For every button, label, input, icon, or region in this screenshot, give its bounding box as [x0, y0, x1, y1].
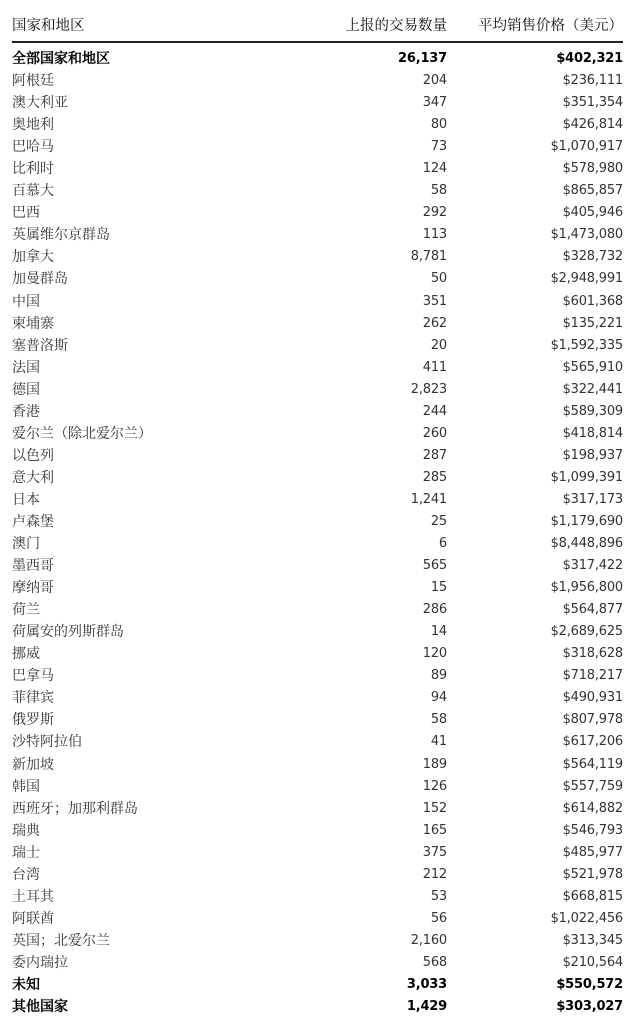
count-cell: 3,033	[406, 976, 447, 992]
table-row	[12, 70, 623, 92]
price-cell: $485,977	[562, 844, 623, 860]
header-price: 平均销售价格（美元）	[478, 18, 623, 34]
header-rule	[12, 41, 623, 43]
count-cell: 244	[422, 403, 447, 419]
count-cell: 292	[422, 205, 447, 221]
price-cell: $490,931	[562, 690, 623, 706]
header-country: 国家和地区	[12, 18, 85, 34]
price-cell: $236,111	[562, 73, 623, 89]
country-cell: 柬埔寨	[12, 315, 54, 332]
country-cell: 巴哈马	[12, 139, 54, 156]
price-cell: $313,345	[562, 932, 623, 948]
table-row	[12, 180, 623, 202]
country-cell: 瑞典	[12, 822, 40, 839]
country-cell: 德国	[12, 381, 40, 398]
price-cell: $521,978	[562, 866, 623, 882]
price-cell: $402,321	[556, 51, 623, 66]
country-cell: 中国	[12, 293, 40, 310]
country-cell: 未知	[12, 976, 40, 993]
count-cell: 286	[422, 602, 447, 618]
country-cell: 台湾	[12, 866, 40, 883]
country-cell: 意大利	[12, 469, 54, 486]
country-cell: 瑞士	[12, 844, 40, 861]
country-cell: 阿联酋	[12, 910, 54, 927]
count-cell: 56	[430, 910, 447, 926]
table-row	[12, 599, 623, 621]
count-cell: 347	[422, 95, 447, 111]
price-cell: $210,564	[562, 954, 623, 970]
table-row	[12, 798, 623, 820]
country-cell: 土耳其	[12, 888, 54, 905]
price-cell: $328,732	[562, 249, 623, 265]
count-cell: 58	[430, 712, 447, 728]
count-cell: 204	[422, 73, 447, 89]
count-cell: 6	[438, 536, 447, 552]
count-cell: 375	[422, 844, 447, 860]
price-cell: $589,309	[562, 403, 623, 419]
table-row	[12, 643, 623, 665]
price-cell: $303,027	[556, 999, 623, 1015]
price-cell: $1,956,800	[550, 580, 623, 596]
price-cell: $198,937	[562, 447, 623, 463]
price-cell: $405,946	[562, 205, 623, 221]
country-cell: 百慕大	[12, 183, 54, 200]
count-cell: 15	[430, 580, 447, 596]
price-cell: $546,793	[562, 822, 623, 838]
table-row	[12, 511, 623, 533]
table-row	[12, 401, 623, 423]
count-cell: 94	[430, 690, 447, 706]
table-row	[12, 246, 623, 268]
table-row	[12, 842, 623, 864]
count-cell: 8,781	[410, 249, 447, 265]
price-cell: $317,422	[562, 558, 623, 574]
country-cell: 香港	[12, 403, 40, 420]
country-cell: 澳门	[12, 536, 40, 553]
table-header	[12, 14, 623, 38]
price-cell: $351,354	[562, 95, 623, 111]
count-cell: 262	[422, 315, 447, 331]
table-row	[12, 445, 623, 467]
count-cell: 113	[422, 227, 447, 243]
table-row	[12, 357, 623, 379]
price-cell: $617,206	[562, 734, 623, 750]
header-count: 上报的交易数量	[345, 18, 447, 34]
country-cell: 摩纳哥	[12, 580, 54, 597]
table-row	[12, 709, 623, 731]
count-cell: 80	[430, 117, 447, 133]
count-cell: 53	[430, 888, 447, 904]
country-cell: 以色列	[12, 447, 54, 464]
count-cell: 189	[422, 756, 447, 772]
country-cell: 巴西	[12, 205, 40, 222]
count-cell: 89	[430, 668, 447, 684]
table-row	[12, 423, 623, 445]
count-cell: 2,823	[410, 381, 447, 397]
country-cell: 阿根廷	[12, 73, 54, 90]
table-row	[12, 533, 623, 555]
country-cell: 委内瑞拉	[12, 954, 68, 971]
country-cell: 加拿大	[12, 249, 54, 266]
table-row	[12, 291, 623, 313]
price-cell: $718,217	[562, 668, 623, 684]
country-cell: 墨西哥	[12, 558, 54, 575]
count-cell: 126	[422, 778, 447, 794]
table-row	[12, 930, 623, 952]
count-cell: 124	[422, 161, 447, 177]
table-body	[12, 48, 623, 1018]
country-cell: 英国；北爱尔兰	[12, 932, 110, 949]
table-row	[12, 202, 623, 224]
table-row	[12, 467, 623, 489]
table-row	[12, 996, 623, 1018]
price-cell: $1,592,335	[550, 337, 623, 353]
count-cell: 565	[422, 558, 447, 574]
count-cell: 20	[430, 337, 447, 353]
country-cell: 俄罗斯	[12, 712, 54, 729]
country-cell: 卢森堡	[12, 513, 54, 530]
country-cell: 比利时	[12, 161, 54, 178]
count-cell: 73	[430, 139, 447, 155]
price-cell: $1,022,456	[550, 910, 623, 926]
country-cell: 英属维尔京群岛	[12, 227, 110, 244]
count-cell: 26,137	[398, 51, 447, 66]
price-cell: $317,173	[562, 491, 623, 507]
country-cell: 新加坡	[12, 756, 54, 773]
country-cell: 菲律宾	[12, 690, 54, 707]
price-cell: $557,759	[562, 778, 623, 794]
country-cell: 其他国家	[12, 999, 68, 1016]
price-cell: $565,910	[562, 359, 623, 375]
table-row	[12, 335, 623, 357]
count-cell: 287	[422, 447, 447, 463]
table-row	[12, 489, 623, 511]
table-row	[12, 754, 623, 776]
price-cell: $1,473,080	[550, 227, 623, 243]
count-cell: 14	[430, 624, 447, 640]
count-cell: 152	[422, 800, 447, 816]
table-row	[12, 952, 623, 974]
price-cell: $1,070,917	[550, 139, 623, 155]
count-cell: 25	[430, 513, 447, 529]
price-cell: $564,877	[562, 602, 623, 618]
country-cell: 法国	[12, 359, 40, 376]
count-cell: 58	[430, 183, 447, 199]
price-cell: $578,980	[562, 161, 623, 177]
count-cell: 351	[422, 293, 447, 309]
table-row	[12, 92, 623, 114]
table-row	[12, 136, 623, 158]
price-cell: $135,221	[562, 315, 623, 331]
price-cell: $601,368	[562, 293, 623, 309]
table-row	[12, 577, 623, 599]
count-cell: 212	[422, 866, 447, 882]
table-row	[12, 665, 623, 687]
table-row	[12, 864, 623, 886]
table-row	[12, 158, 623, 180]
count-cell: 50	[430, 271, 447, 287]
country-cell: 爱尔兰（除北爱尔兰）	[12, 425, 152, 442]
price-cell: $668,815	[562, 888, 623, 904]
price-cell: $807,978	[562, 712, 623, 728]
table-row	[12, 224, 623, 246]
count-cell: 260	[422, 425, 447, 441]
price-cell: $8,448,896	[550, 536, 623, 552]
table-row	[12, 313, 623, 335]
price-cell: $614,882	[562, 800, 623, 816]
table-row	[12, 687, 623, 709]
price-cell: $2,689,625	[550, 624, 623, 640]
table-row	[12, 48, 623, 70]
count-cell: 1,241	[410, 491, 447, 507]
price-cell: $426,814	[562, 117, 623, 133]
price-cell: $550,572	[556, 976, 623, 992]
price-cell: $418,814	[562, 425, 623, 441]
country-cell: 荷属安的列斯群岛	[12, 624, 124, 641]
count-cell: 285	[422, 469, 447, 485]
table-row	[12, 731, 623, 753]
country-cell: 日本	[12, 491, 40, 508]
count-cell: 165	[422, 822, 447, 838]
table-row	[12, 886, 623, 908]
table-row	[12, 555, 623, 577]
country-cell: 荷兰	[12, 602, 40, 619]
price-cell: $865,857	[562, 183, 623, 199]
price-cell: $318,628	[562, 646, 623, 662]
count-cell: 568	[422, 954, 447, 970]
price-cell: $1,099,391	[550, 469, 623, 485]
price-cell: $2,948,991	[550, 271, 623, 287]
count-cell: 41	[430, 734, 447, 750]
country-cell: 全部国家和地区	[12, 51, 110, 67]
count-cell: 2,160	[410, 932, 447, 948]
table-row	[12, 268, 623, 290]
country-cell: 加曼群岛	[12, 271, 68, 288]
count-cell: 411	[422, 359, 447, 375]
table-row	[12, 908, 623, 930]
country-cell: 塞普洛斯	[12, 337, 68, 354]
table-row	[12, 621, 623, 643]
table-row	[12, 974, 623, 996]
country-cell: 西班牙；加那利群岛	[12, 800, 138, 817]
price-cell: $322,441	[562, 381, 623, 397]
table-row	[12, 114, 623, 136]
country-cell: 沙特阿拉伯	[12, 734, 82, 751]
table-row	[12, 820, 623, 842]
table-row	[12, 776, 623, 798]
table-row	[12, 379, 623, 401]
country-cell: 挪威	[12, 646, 40, 663]
count-cell: 1,429	[406, 999, 447, 1015]
country-cell: 澳大利亚	[12, 95, 68, 112]
price-cell: $1,179,690	[550, 513, 623, 529]
country-cell: 巴拿马	[12, 668, 54, 685]
count-cell: 120	[422, 646, 447, 662]
country-cell: 奥地利	[12, 117, 54, 134]
country-cell: 韩国	[12, 778, 40, 795]
price-cell: $564,119	[562, 756, 623, 772]
